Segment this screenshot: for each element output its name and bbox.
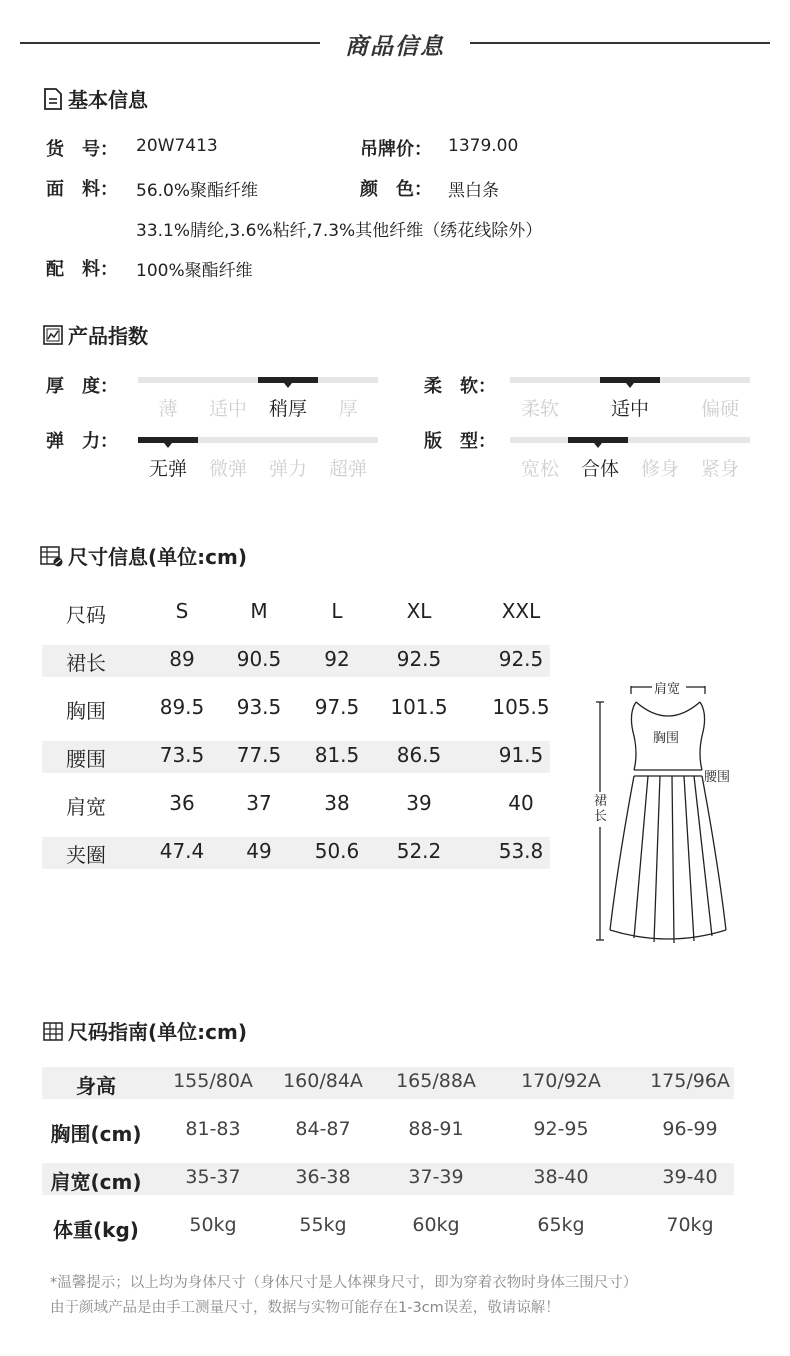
- guide-cell: 39-40: [662, 1166, 718, 1188]
- product-index-title-text: 产品指数: [68, 324, 148, 348]
- elasticity-marker: [138, 437, 198, 443]
- diagram-label-length: 裙长: [594, 794, 608, 824]
- size-cell: 36: [169, 791, 195, 815]
- size-row-label: 夹圈: [66, 843, 106, 867]
- table-ruler-icon: [40, 545, 64, 567]
- softness-options: [510, 394, 750, 421]
- chart-icon: [42, 324, 64, 346]
- elasticity-option: 弹力: [268, 458, 307, 480]
- size-cell: 40: [508, 791, 534, 815]
- lining-value: 100%聚酯纤维: [136, 261, 253, 281]
- guide-cell: 175/96A: [650, 1070, 730, 1092]
- size-cell: 81.5: [314, 743, 360, 767]
- guide-cell: 35-37: [185, 1166, 241, 1188]
- fit-options: [510, 454, 750, 481]
- document-icon: [42, 87, 64, 111]
- softness-marker: [600, 377, 660, 383]
- elasticity-option-selected: 无弹: [148, 458, 187, 480]
- elasticity-option: 微弹: [208, 458, 247, 480]
- fabric-value-continued: 33.1%腈纶,3.6%粘纤,7.3%其他纤维（绣花线除外）: [136, 221, 543, 241]
- note-line-2: 由于颜域产品是由手工测量尺寸，数据与实物可能存在1-3cm误差，敬请谅解！: [50, 1300, 560, 1316]
- fit-option-selected: 合体: [580, 458, 619, 480]
- diagram-label-chest: 胸围: [653, 731, 680, 746]
- guide-cell: 65kg: [537, 1214, 585, 1236]
- basic-info-title-text: 基本信息: [68, 88, 148, 112]
- size-cell: 73.5: [159, 743, 205, 767]
- diagram-label-waist: 腰围: [704, 770, 731, 785]
- guide-cell: 60kg: [412, 1214, 460, 1236]
- size-row-label: 腰围: [66, 747, 106, 771]
- guide-cell: 81-83: [185, 1118, 241, 1140]
- elasticity-label: 弹 力：: [46, 431, 118, 452]
- size-cell: 39: [406, 791, 432, 815]
- guide-cell: 36-38: [295, 1166, 351, 1188]
- tag-price-value: 1379.00: [448, 136, 519, 156]
- guide-cell: 70kg: [666, 1214, 714, 1236]
- size-cell: 90.5: [236, 647, 282, 671]
- grid-icon: [42, 1020, 64, 1042]
- fabric-label: 面 料：: [46, 179, 118, 200]
- size-cell: 49: [246, 839, 272, 863]
- softness-label: 柔 软：: [424, 376, 496, 397]
- guide-cell: 38-40: [533, 1166, 589, 1188]
- size-cell: 92.5: [498, 647, 544, 671]
- guide-cell: 160/84A: [283, 1070, 363, 1092]
- guide-row-label: 身高: [76, 1074, 116, 1098]
- thickness-label: 厚 度：: [46, 376, 118, 397]
- guide-cell: 170/92A: [521, 1070, 601, 1092]
- thickness-option-selected: 稍厚: [268, 398, 307, 420]
- guide-cell: 55kg: [299, 1214, 347, 1236]
- guide-cell: 165/88A: [396, 1070, 476, 1092]
- size-header-cell: XL: [406, 599, 432, 623]
- color-label: 颜 色：: [360, 179, 432, 200]
- basic-info-title: [42, 84, 148, 113]
- size-row-label: 胸围: [66, 699, 106, 723]
- size-cell: 92.5: [396, 647, 442, 671]
- thickness-option: 厚: [338, 398, 358, 420]
- elasticity-options: [138, 454, 378, 481]
- thickness-marker: [258, 377, 318, 383]
- guide-cell: 37-39: [408, 1166, 464, 1188]
- guide-row-label: 胸围(cm): [50, 1122, 142, 1146]
- size-header-cell: S: [175, 599, 189, 623]
- thickness-options: [138, 394, 378, 421]
- size-cell: 89: [169, 647, 195, 671]
- size-cell: 50.6: [314, 839, 360, 863]
- fit-marker: [568, 437, 628, 443]
- size-cell: 101.5: [390, 695, 448, 719]
- size-guide-title: [42, 1016, 247, 1045]
- size-cell: 93.5: [236, 695, 282, 719]
- note-line-1: *温馨提示；以上均为身体尺寸（身体尺寸是人体裸身尺寸，即为穿着衣物时身体三围尺寸）: [50, 1275, 638, 1291]
- lining-label: 配 料：: [46, 259, 118, 280]
- guide-cell: 84-87: [295, 1118, 351, 1140]
- fit-option: 宽松: [520, 458, 559, 480]
- fit-option: 修身: [640, 458, 679, 480]
- size-cell: 86.5: [396, 743, 442, 767]
- size-guide-title-text: 尺码指南(单位:cm): [68, 1020, 247, 1044]
- tag-price-label: 吊牌价：: [360, 139, 432, 160]
- fit-track: [510, 437, 750, 443]
- guide-row-label: 肩宽(cm): [50, 1170, 142, 1194]
- page-title: 商品信息: [345, 34, 445, 60]
- size-cell: 91.5: [498, 743, 544, 767]
- fit-option: 紧身: [700, 458, 739, 480]
- elasticity-option: 超弹: [328, 458, 367, 480]
- guide-cell: 155/80A: [173, 1070, 253, 1092]
- size-row-label: 肩宽: [66, 795, 106, 819]
- dress-diagram: [590, 672, 750, 952]
- color-value: 黑白条: [448, 181, 499, 201]
- diagram-label-shoulder: 肩宽: [654, 682, 681, 697]
- size-cell: 37: [246, 791, 272, 815]
- guide-cell: 92-95: [533, 1118, 589, 1140]
- guide-cell: 88-91: [408, 1118, 464, 1140]
- size-header-cell: M: [250, 599, 268, 623]
- size-row-label: 裙长: [66, 651, 106, 675]
- size-info-title-text: 尺寸信息(单位:cm): [68, 545, 247, 569]
- size-header-cell: XXL: [501, 599, 541, 623]
- guide-cell: 50kg: [189, 1214, 237, 1236]
- item-number-value: 20W7413: [136, 136, 218, 156]
- softness-option: 柔软: [520, 398, 559, 420]
- softness-option: 偏硬: [700, 398, 739, 420]
- size-cell: 38: [324, 791, 350, 815]
- thickness-option: 薄: [158, 398, 178, 420]
- fabric-value: 56.0%聚酯纤维: [136, 181, 259, 201]
- size-cell: 53.8: [498, 839, 544, 863]
- size-cell: 52.2: [396, 839, 442, 863]
- softness-option-selected: 适中: [610, 398, 649, 420]
- product-index-title: [42, 320, 148, 349]
- size-info-title: [40, 541, 247, 570]
- thickness-option: 适中: [208, 398, 247, 420]
- size-cell: 89.5: [159, 695, 205, 719]
- fit-label: 版 型：: [424, 431, 496, 452]
- guide-row-label: 体重(kg): [53, 1218, 139, 1242]
- size-header-cell: L: [331, 599, 343, 623]
- size-header-label: 尺码: [66, 603, 106, 627]
- header-line-right: [470, 42, 770, 44]
- size-cell: 77.5: [236, 743, 282, 767]
- size-cell: 97.5: [314, 695, 360, 719]
- size-cell: 47.4: [159, 839, 205, 863]
- size-cell: 92: [324, 647, 350, 671]
- item-number-label: 货 号：: [46, 139, 118, 160]
- size-cell: 105.5: [492, 695, 550, 719]
- guide-cell: 96-99: [662, 1118, 718, 1140]
